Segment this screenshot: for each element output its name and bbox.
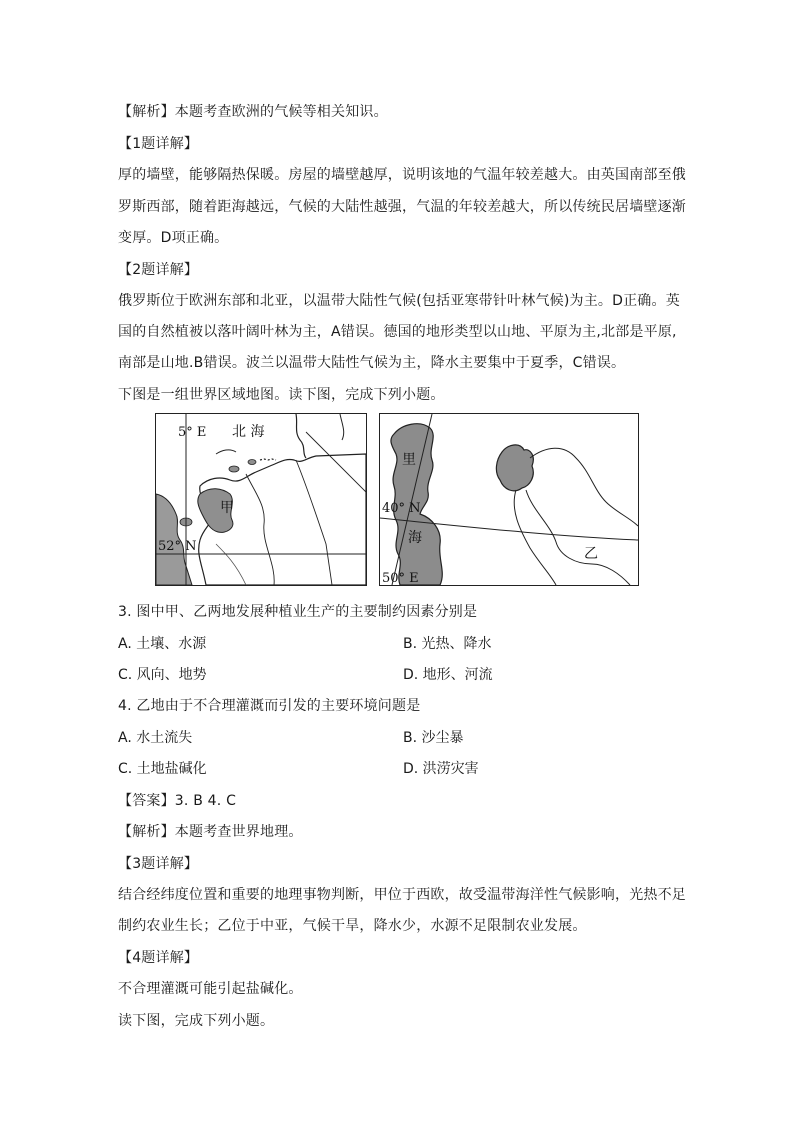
analysis-heading: 【解析】本题考查欧洲的气候等相关知识。 [118,104,388,120]
q3-option-a: A. 土壤、水源 [118,636,207,652]
q3-option-b: B. 光热、降水 [403,636,492,652]
q1-detail-line-2: 罗斯西部，随着距海越远，气候的大陆性越强，气温的年较差越大，所以传统民居墙壁逐渐 [118,199,686,215]
answer-analysis: 【解析】本题考查世界地理。 [118,824,303,840]
q3-option-d: D. 地形、河流 [403,667,493,683]
map-left-region-label: 甲 [220,500,234,516]
q4-detail-heading: 【4题详解】 [118,950,199,966]
map-right-sea-top-label: 里 [402,452,416,468]
map-left-graphic [156,414,366,585]
map-left-lat-label: 52° N [158,539,197,554]
q4-detail-line-1: 不合理灌溉可能引起盐碱化。 [118,981,303,997]
map-left-lon-label: 5° E [178,425,207,440]
q4-option-d: D. 洪涝灾害 [403,761,479,777]
q3-detail-heading: 【3题详解】 [118,856,199,872]
q1-detail-line-1: 厚的墙壁，能够隔热保暖。房屋的墙壁越厚，说明该地的气温年较差越大。由英国南部至俄 [118,167,686,183]
q1-detail-line-3: 变厚。D项正确。 [118,230,229,246]
next-map-intro: 读下图，完成下列小题。 [118,1013,275,1029]
q2-detail-heading: 【2题详解】 [118,262,199,278]
q2-detail-line-3: 南部是山地.B错误。波兰以温带大陆性气候为主，降水主要集中于夏季，C错误。 [118,355,626,371]
map-right [379,413,639,586]
answer-line: 【答案】3. B 4. C [118,793,237,809]
q3-detail-line-1: 结合经纬度位置和重要的地理事物判断，甲位于西欧，故受温带海洋性气候影响，光热不足 [118,887,686,903]
map-right-lon-label: 50° E [382,571,419,585]
map-left [155,413,367,586]
q4-stem: 4. 乙地由于不合理灌溉而引发的主要环境问题是 [118,698,421,714]
q4-option-a: A. 水土流失 [118,730,193,746]
q3-detail-line-2: 制约农业生长；乙位于中亚，气候干旱，降水少，水源不足限制农业发展。 [118,918,587,934]
q1-detail-heading: 【1题详解】 [118,136,199,152]
map-right-lat-label: 40° N [382,501,421,516]
q2-detail-line-2: 国的自然植被以落叶阔叶林为主，A错误。德国的地形类型以山地、平原为主,北部是平原, [118,324,677,340]
map-right-sea-bottom-label: 海 [408,530,422,546]
map-right-region-label: 乙 [584,546,598,562]
map-right-graphic [380,414,638,585]
q3-option-c: C. 风向、地势 [118,667,207,683]
q3-stem: 3. 图中甲、乙两地发展种植业生产的主要制约因素分别是 [118,604,478,620]
map-intro: 下图是一组世界区域地图。读下图，完成下列小题。 [118,387,445,403]
q4-option-b: B. 沙尘暴 [403,730,464,746]
q2-detail-line-1: 俄罗斯位于欧洲东部和北亚，以温带大陆性气候(包括亚寒带针叶林气候)为主。D正确。英 [118,293,680,309]
map-left-sea-label: 北 海 [232,424,265,440]
q4-option-c: C. 土地盐碱化 [118,761,207,777]
